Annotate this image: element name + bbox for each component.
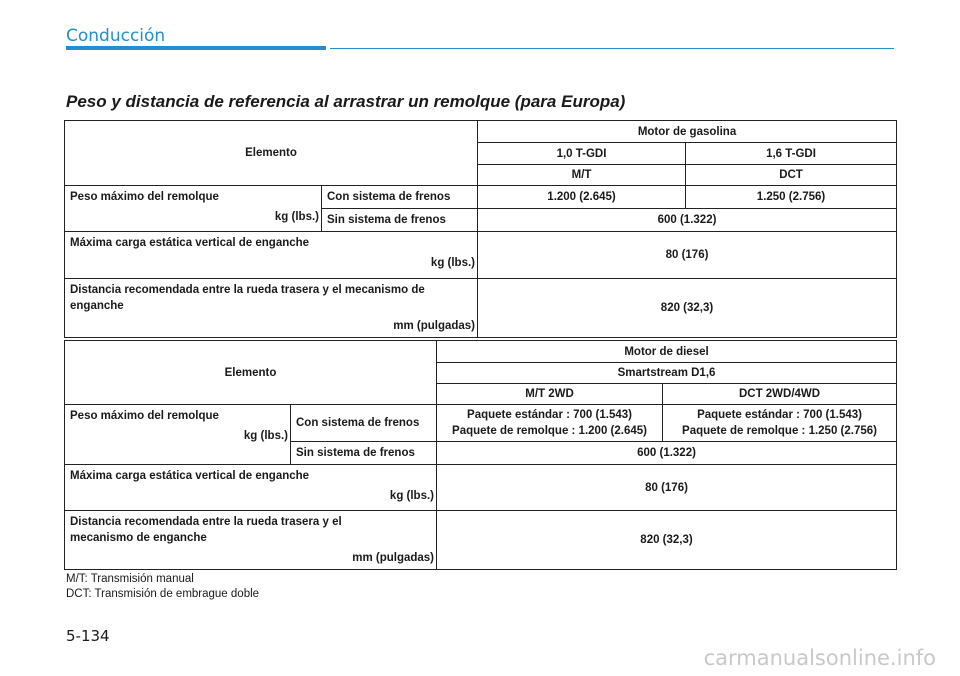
with-brakes-value xyxy=(663,405,897,442)
distance-text-line-2: mecanismo de enganche xyxy=(70,532,207,544)
variant-header: 1,6 T-GDI xyxy=(686,143,897,165)
unit-label: kg (lbs.) xyxy=(243,430,288,442)
static-load-value: 80 (176) xyxy=(437,465,897,511)
distance-text xyxy=(65,279,477,314)
without-brakes-label: Sin sistema de frenos xyxy=(322,209,478,232)
unit-label: mm (pulgadas) xyxy=(393,320,476,332)
header-rule-thin xyxy=(330,48,894,49)
footnote-mt: M/T: Transmisión manual xyxy=(66,573,194,585)
standard-package-value: Paquete estándar : 700 (1.543) xyxy=(697,409,862,421)
distance-text-line-1: Distancia recomendada entre la rueda trasera y el xyxy=(70,516,342,528)
transmission-header: DCT 2WD/4WD xyxy=(663,384,897,405)
transmission-header: DCT xyxy=(686,165,897,186)
engine-header: Motor de gasolina xyxy=(478,121,897,143)
element-header: Elemento xyxy=(65,121,478,186)
distance-text xyxy=(65,511,436,546)
unit-label: kg (lbs.) xyxy=(274,211,319,223)
page-number: 5-134 xyxy=(66,627,110,645)
distance-text-line-2: enganche xyxy=(70,300,124,312)
unit-label: kg (lbs.) xyxy=(430,257,476,269)
static-load-label xyxy=(65,465,437,511)
with-brakes-value: 1.250 (2.756) xyxy=(686,186,897,209)
variant-header: Smartstream D1,6 xyxy=(437,363,897,384)
with-brakes-label: Con sistema de frenos xyxy=(291,405,437,442)
with-brakes-value xyxy=(437,405,663,442)
standard-package-value: Paquete estándar : 700 (1.543) xyxy=(467,409,632,421)
distance-label xyxy=(65,511,437,570)
engine-header: Motor de diesel xyxy=(437,341,897,363)
distance-text-line-1: Distancia recomendada entre la rueda trasera y el mecanismo de xyxy=(70,284,425,296)
max-trailer-weight-label xyxy=(65,186,322,232)
unit-label: kg (lbs.) xyxy=(389,490,435,502)
trailer-package-value: Paquete de remolque : 1.250 (2.756) xyxy=(682,425,877,437)
distance-value: 820 (32,3) xyxy=(478,279,897,338)
gasoline-spec-table xyxy=(64,120,897,338)
static-load-text: Máxima carga estática vertical de enganche xyxy=(70,237,310,249)
section-title: Peso y distancia de referencia al arrastrar un remolque (para Europa) xyxy=(66,92,626,111)
without-brakes-label: Sin sistema de frenos xyxy=(291,442,437,465)
static-load-text: Máxima carga estática vertical de enganche xyxy=(70,470,310,482)
transmission-header: M/T 2WD xyxy=(437,384,663,405)
static-load-value: 80 (176) xyxy=(478,232,897,279)
chapter-title: Conducción xyxy=(66,26,166,46)
footnote-dct: DCT: Transmisión de embrague doble xyxy=(66,588,260,600)
max-trailer-weight-text: Peso máximo del remolque xyxy=(70,410,219,422)
header-rule-thick xyxy=(66,46,326,50)
variant-header: 1,0 T-GDI xyxy=(478,143,686,165)
element-header: Elemento xyxy=(65,341,437,405)
max-trailer-weight-label xyxy=(65,405,291,465)
diesel-spec-table xyxy=(64,340,897,570)
watermark: carmanualsonline.info xyxy=(703,646,936,670)
without-brakes-value: 600 (1.322) xyxy=(437,442,897,465)
unit-label: mm (pulgadas) xyxy=(352,552,435,564)
with-brakes-label: Con sistema de frenos xyxy=(322,186,478,209)
without-brakes-value: 600 (1.322) xyxy=(478,209,897,232)
with-brakes-value: 1.200 (2.645) xyxy=(478,186,686,209)
static-load-label xyxy=(65,232,478,279)
distance-label xyxy=(65,279,478,338)
trailer-package-value: Paquete de remolque : 1.200 (2.645) xyxy=(452,425,647,437)
transmission-header: M/T xyxy=(478,165,686,186)
distance-value: 820 (32,3) xyxy=(437,511,897,570)
max-trailer-weight-text: Peso máximo del remolque xyxy=(70,191,219,203)
